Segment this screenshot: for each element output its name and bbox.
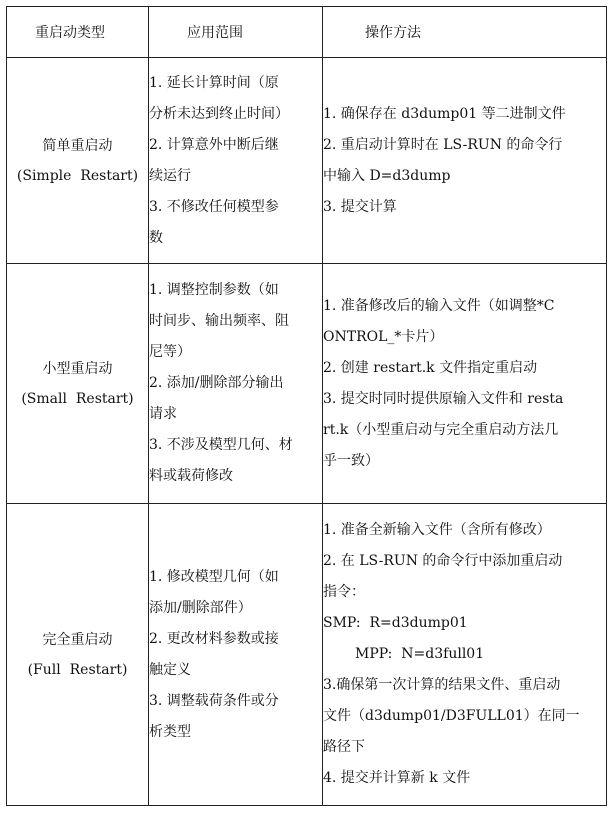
- scope-line: 3. 不修改任何模型参: [149, 198, 279, 215]
- method-line: rt.k（小型重启动与完全重启动方法几: [323, 421, 559, 438]
- scope-line: 析类型: [149, 723, 191, 740]
- table-row-small-restart: [7, 264, 607, 504]
- method-line: MPP: N=d3full01: [355, 646, 485, 662]
- method-line: 路径下: [323, 739, 365, 755]
- scope-line: 2. 计算意外中断后继: [149, 136, 279, 153]
- header-scope: 应用范围: [149, 7, 323, 58]
- method-line: 4. 提交并计算新 k 文件: [323, 770, 471, 786]
- scope-line: 3. 不涉及模型几何、材: [149, 437, 293, 453]
- method-line: ONTROL_*卡片）: [323, 328, 444, 345]
- header-method: 操作方法: [323, 7, 607, 58]
- scope-line: 2. 更改材料参数或接: [149, 630, 279, 647]
- method-line: 中输入 D=d3dump: [323, 167, 451, 184]
- table-row-simple-restart: [7, 58, 607, 264]
- scope-line: 请求: [149, 406, 177, 422]
- scope-line: 1. 调整控制参数（如: [149, 282, 279, 298]
- scope-line: 数: [149, 229, 163, 246]
- scope-line: 触定义: [149, 661, 191, 678]
- type-cell: [7, 58, 149, 264]
- method-line: 3.确保第一次计算的结果文件、重启动: [323, 677, 561, 693]
- scope-line: 尼等）: [149, 344, 191, 360]
- type-name-en: (Full Restart): [27, 661, 128, 678]
- method-line: 文件（d3dump01/D3FULL01）在同一: [323, 708, 580, 724]
- method-cell: [323, 58, 607, 264]
- scope-cell: [149, 264, 323, 504]
- method-line: 2. 创建 restart.k 文件指定重启动: [323, 359, 538, 376]
- type-name-en: (Simple Restart): [16, 167, 139, 184]
- type-cell: [7, 264, 149, 504]
- type-name-cn: 完全重启动: [42, 631, 113, 648]
- scope-line: 续运行: [149, 167, 191, 184]
- scope-line: 1. 修改模型几何（如: [149, 568, 279, 585]
- type-name-en: (Small Restart): [21, 390, 134, 407]
- header-type: 重启动类型: [7, 7, 149, 58]
- scope-line: 2. 添加/删除部分输出: [149, 375, 284, 391]
- scope-cell: [149, 504, 323, 806]
- method-line: 2. 重启动计算时在 LS-RUN 的命令行: [323, 136, 563, 153]
- type-cell: [7, 504, 149, 806]
- type-name-cn: 小型重启动: [42, 360, 113, 377]
- header-row: [7, 7, 607, 58]
- type-name-cn: 简单重启动: [42, 137, 113, 154]
- method-cell: [323, 504, 607, 806]
- method-line: 1. 确保存在 d3dump01 等二进制文件: [323, 105, 566, 122]
- method-cell: [323, 264, 607, 504]
- restart-types-table: [6, 6, 607, 806]
- method-line: 1. 准备修改后的输入文件（如调整*C: [323, 297, 555, 314]
- method-line: 3. 提交时同时提供原输入文件和 resta: [323, 390, 564, 407]
- method-line: 乎一致）: [323, 452, 379, 469]
- method-line: 指令：: [323, 584, 365, 600]
- method-line: 2. 在 LS-RUN 的命令行中添加重启动: [323, 553, 563, 569]
- scope-line: 分析未达到终止时间）: [149, 105, 289, 122]
- scope-line: 3. 调整载荷条件或分: [149, 692, 279, 709]
- scope-line: 添加/删除部件）: [149, 599, 252, 616]
- method-line: 1. 准备全新输入文件（含所有修改）: [323, 522, 551, 538]
- table-row-full-restart: [7, 504, 607, 806]
- scope-line: 时间步、输出频率、阻: [149, 313, 289, 329]
- scope-cell: [149, 58, 323, 264]
- method-line: SMP: R=d3dump01: [323, 615, 468, 631]
- scope-line: 1. 延长计算时间（原: [149, 74, 279, 91]
- method-line: 3. 提交计算: [323, 198, 397, 215]
- scope-line: 料或载荷修改: [149, 468, 233, 484]
